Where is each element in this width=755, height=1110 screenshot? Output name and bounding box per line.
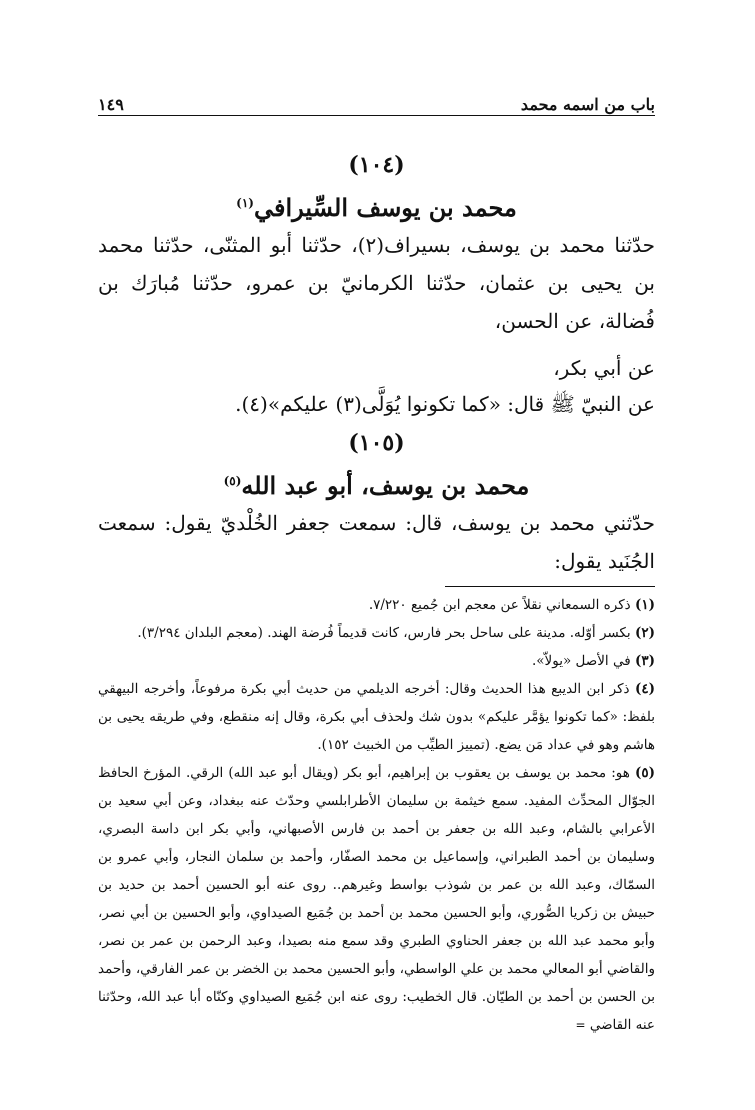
entry-105 xyxy=(98,428,655,580)
entry-number: (١٠٤) xyxy=(348,152,405,178)
footnote-mark: (١) xyxy=(634,597,655,613)
hadith-chain-paragraph: حدّثني محمد بن يوسف، قال: سمعت جعفر الخُلْديّ يقول: سمعت الجُنَيد يقول: xyxy=(98,511,655,573)
footnote-item xyxy=(98,619,655,647)
page-content xyxy=(98,150,655,1039)
footnote-item xyxy=(98,591,655,619)
hadith-chain-paragraph: حدّثنا محمد بن يوسف، بسيراف(٢)، حدّثنا أبو المثنّى، حدّثنا محمد بن يحيى بن عثمان، حدّثنا الكرمانيّ بن عمرو، حدّثنا مُبارَك بن فُضالة، عن الحسن، xyxy=(98,233,656,333)
footnote-text: ذكر ابن الديبع هذا الحديث وقال: أخرجه الديلمي من حديث أبي بكرة مرفوعاً، وأخرجه البيهقي بلفظ: «كما تكونوا يؤمَّر عليكم» بدون شك ولحذف أبي بكرة، وقال إنه منقطع، وفي طريقه يحيى بن هاشم وهو في عداد مَن يضع. (تمييز الطيِّب من الخبيث ١٥٢). xyxy=(98,681,655,753)
footnote-item xyxy=(98,647,655,675)
entry-104 xyxy=(98,150,655,422)
spacer xyxy=(98,340,655,350)
footnote-item xyxy=(98,675,655,759)
page-number: ١٤٩ xyxy=(98,95,124,114)
entry-title xyxy=(98,458,655,504)
hadith-text-line: عن النبيّ ﷺ قال: «كما تكونوا يُوَلَّى(٣) عليكم»(٤). xyxy=(235,392,655,416)
footnote-ref: (٥) xyxy=(223,474,242,488)
continuation-mark: = xyxy=(575,1018,586,1032)
footnote-text: في الأصل «يولاّ». xyxy=(531,653,631,669)
footnote-text: هو: محمد بن يوسف بن يعقوب بن إبراهيم، أبو بكر (ويقال أبو عبد الله) الرقي. المؤرخ الحافظ الجوّال المحدِّث المفيد. سمع خيثمة بن سليمان الأطرابلسي وحدّث عنه ببغداد، وعن أبي سعيد بن الأعرابي بالشام، وعبد الله بن جعفر بن أحمد بن فارس الأصبهاني، وأبي بكر ابن داسة البصري، وسليمان بن أحمد الطبراني، وإسماعيل بن محمد الصفّار، وأحمد بن سلمان النجار، وأبي عمرو بن السمّاك، وعبد الله بن عمر بن شوذب بواسط وغيرهم.. روى عنه أبو الحسين أحمد بن حديد بن حبيش بن زكريا الصُّوري، وأبو الحسين محمد بن أحمد بن جُمَيع الصيداوي، وأبو الحسين بن أبي نصر، وأبو محمد عبد الله بن جعفر الحناوي الطبري وقد سمع منه بصيدا، وعبد الرحمن بن عمر بن نصر، والقاضي أبو المعالي محمد بن علي الواسطي، وأبو الحسين محمد بن الخضر بن عمر الفارقي، وأحمد بن الحسن بن أحمد بن الطيّان. قال الخطيب: روى عنه ابن جُمَيع الصيداوي وكنّاه أبا عبد الله، وحدّثنا عنه القاضي xyxy=(98,765,655,1033)
footnote-divider xyxy=(445,586,655,587)
entry-title-text: محمد بن يوسف السِّيرافي xyxy=(253,193,517,222)
entry-title-text: محمد بن يوسف، أبو عبد الله xyxy=(241,471,530,500)
footnote-mark: (٣) xyxy=(634,653,655,669)
entry-number: (١٠٥) xyxy=(348,430,405,456)
footnote-item xyxy=(98,759,655,1039)
entry-title xyxy=(98,180,655,226)
footnote-text: ذكره السمعاني نقلاً عن معجم ابن جُميع ٧/٢٢٠. xyxy=(368,597,631,613)
header-divider xyxy=(98,115,655,116)
isnad-line: عن أبي بكر، xyxy=(553,356,655,380)
chapter-title: باب من اسمه محمد xyxy=(520,95,655,114)
footnotes-section xyxy=(98,591,655,1039)
running-header xyxy=(98,88,655,114)
footnote-ref: (١) xyxy=(236,196,254,210)
footnote-mark: (٢) xyxy=(634,625,655,641)
footnote-mark: (٤) xyxy=(634,681,655,697)
footnote-text: بكسر أوّله. مدينة على ساحل بحر فارس، كانت قديماً فُرضة الهند. (معجم البلدان ٣/٢٩٤). xyxy=(137,625,631,641)
footnote-mark: (٥) xyxy=(634,765,655,781)
